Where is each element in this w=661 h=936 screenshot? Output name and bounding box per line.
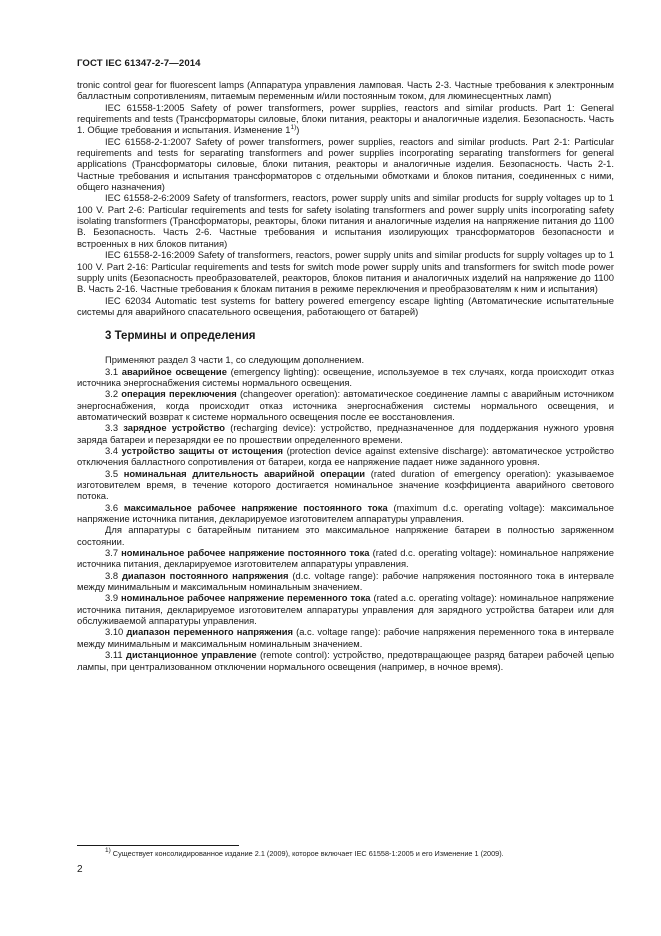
definition-item: 3.6 максимальное рабочее напряжение постоянного тока (maximum d.c. operating voltage): максимальное напряжение источника питания, декларируемое изготовителем аппаратуры управления.	[77, 501, 614, 525]
reference-item: IEC 61558-2-1:2007 Safety of power transformers, power supplies, reactors and similar products. Part 2-1: Particular requirements and tests for separating transformers and power supplies incorporating separating transformers for general applications (Трансформаторы силовые, блоки питания, реакторы и аналогичные изделия. Безопасность. Часть 2-1. Частные требования и испытания трансформаторов с отдельными обмотками и блоков питания, соединенных с ними, общего назначения)	[77, 135, 614, 193]
reference-item: IEC 62034 Automatic test systems for battery powered emergency escape lighting (Автоматические испытательные системы для аварийного спасательного освещения, работающего от батарей)	[77, 294, 614, 317]
footnote-marker: 1)	[290, 124, 297, 132]
definition-item: 3.7 номинальное рабочее напряжение постоянного тока (rated d.c. operating voltage): номинальное напряжение источника питания, декларируемое изготовителем аппаратуры управления.	[77, 547, 614, 570]
definition-item: 3.2 операция переключения (changeover operation): автоматическое соединение лампы с аварийным источником энергоснабжения, когда происходит отказ источника энергоснабжения системы нормального освещения, и автоматический возврат к системе нормального освещения после ее восстановления.	[77, 388, 615, 422]
reference-item: tronic control gear for fluorescent lamps (Аппаратура управления ламповая. Часть 2-3. Частные требования к электронным балластным сопротивлениям, питаемым переменным и/или постоянным током, для люминесцентных ламп)	[77, 79, 614, 102]
defined-term: номинальная длительность аварийной операции	[123, 467, 366, 479]
page-body	[77, 79, 614, 672]
definition-item: 3.9 номинальное рабочее напряжение переменного тока (rated a.c. operating voltage): номинальное напряжение источника питания, декларируемое изготовителем аппаратуры управления для зарядного устройства батареи или для обслуживаемой аппаратуры управления.	[77, 592, 614, 627]
definition-item: 3.5 номинальная длительность аварийной операции (rated duration of emergency operation): указываемое изготовителем время, в течение которого достигается номинальное значение коэффициента аварийного светового потока.	[77, 467, 614, 502]
definition-item: 3.11 дистанционное управление (remote control): устройство, предотвращающее разряд батареи рабочей цепью лампы, при централизованном отключении нормального освещения (например, в ночное время).	[77, 649, 614, 672]
defined-term: устройство защиты от истощения	[121, 444, 283, 456]
defined-term: аварийное освещение	[121, 365, 227, 377]
footnote-divider	[77, 845, 239, 846]
footnote: $^{1)}$ Существует консолидированное издание 2.1 (2009), которое включает IEC 61558-1:2005 и его Изменение 1 (2009).	[105, 847, 504, 858]
defined-term: диапазон переменного напряжения	[126, 626, 293, 638]
document-header: ГОСТ IEC 61347-2-7—2014	[77, 58, 201, 69]
defined-term: номинальное рабочее напряжение постоянного тока	[121, 547, 370, 559]
defined-term: максимальное рабочее напряжение постоянного тока	[123, 501, 388, 513]
defined-term: зарядное устройство	[123, 422, 226, 434]
defined-term: диапазон постоянного напряжения	[121, 569, 289, 581]
page-number: 2	[77, 864, 83, 875]
defined-term: операция переключения	[121, 388, 237, 400]
definition-item: 3.10 диапазон переменного напряжения (a.c. voltage range): рабочие напряжения переменного тока в интервале между минимальным и максимальным номинальным значением.	[77, 626, 614, 649]
definition-item: 3.3 зарядное устройство (recharging device): устройство, предназначенное для поддержания нужного уровня заряда батареи и перезарядки ее по прошествии определенного времени.	[77, 422, 615, 445]
definition-note: Для аппаратуры с батарейным питанием это максимальное напряжение батареи в полностью заряженном состоянии.	[77, 524, 614, 547]
footnote-mark: 1)	[105, 847, 111, 854]
section-heading: 3 Термины и определения	[105, 330, 256, 343]
reference-item: IEC 61558-2-16:2009 Safety of transformers, reactors, power supply units and similar products for supply voltages up to 1 100 V. Part 2-16: Particular requirements and tests for switch mode power supply units and transformers for switch mode power supply units (Безопасность преобразователей, реакторов, блоков питания и аналогичных изделий на напряжение до 1100 В. Часть 2-16. Частные требования к блокам питания в режиме переключения и преобразователям к ним и испытания)	[77, 249, 614, 295]
definition-item: 3.8 диапазон постоянного напряжения (d.c. voltage range): рабочие напряжения постоянного тока в интервале между минимальным и максимальным номинальным значением.	[77, 569, 615, 593]
defined-term: дистанционное управление	[126, 649, 257, 661]
definition-item: 3.4 устройство защиты от истощения (protection device against extensive discharge): автоматическое устройство отключения балластного сопротивления от батареи, когда ее напряжение падает ниже заданного уровня.	[77, 444, 614, 468]
definition-item: 3.1 аварийное освещение (emergency lighting): освещение, используемое в тех случаях, когда происходит отказ источника энергоснабжения системы нормального освещения.	[77, 365, 614, 388]
reference-item: IEC 61558-2-6:2009 Safety of transformers, reactors, power supply units and similar products for supply voltages up to 1 100 V. Part 2-6: Particular requirements and tests for safety isolating transformers and power supply units incorporating safety isolating transformers (Трансформаторы, реакторы, блоки питания и аналогичные изделия на напряжение питания до 1100 В. Безопасность. Часть 2-6. Частные требования и испытания изолирующих трансформаторов безопасности и встроенных в них блоков питания)	[77, 192, 614, 249]
defined-term: номинальное рабочее напряжение переменного тока	[120, 592, 371, 604]
section-intro: Применяют раздел 3 части 1, со следующим дополнением.	[105, 354, 365, 366]
reference-item: IEC 61558-1:2005 Safety of power transformers, power supplies, reactors and similar products. Part 1: General requirements and tests (Трансформаторы силовые, блоки питания, реакторы и аналогичные изделия. Безопасность. Часть 1. Общие требования и испытания. Изменение 1$^{1)}$)	[77, 101, 614, 136]
